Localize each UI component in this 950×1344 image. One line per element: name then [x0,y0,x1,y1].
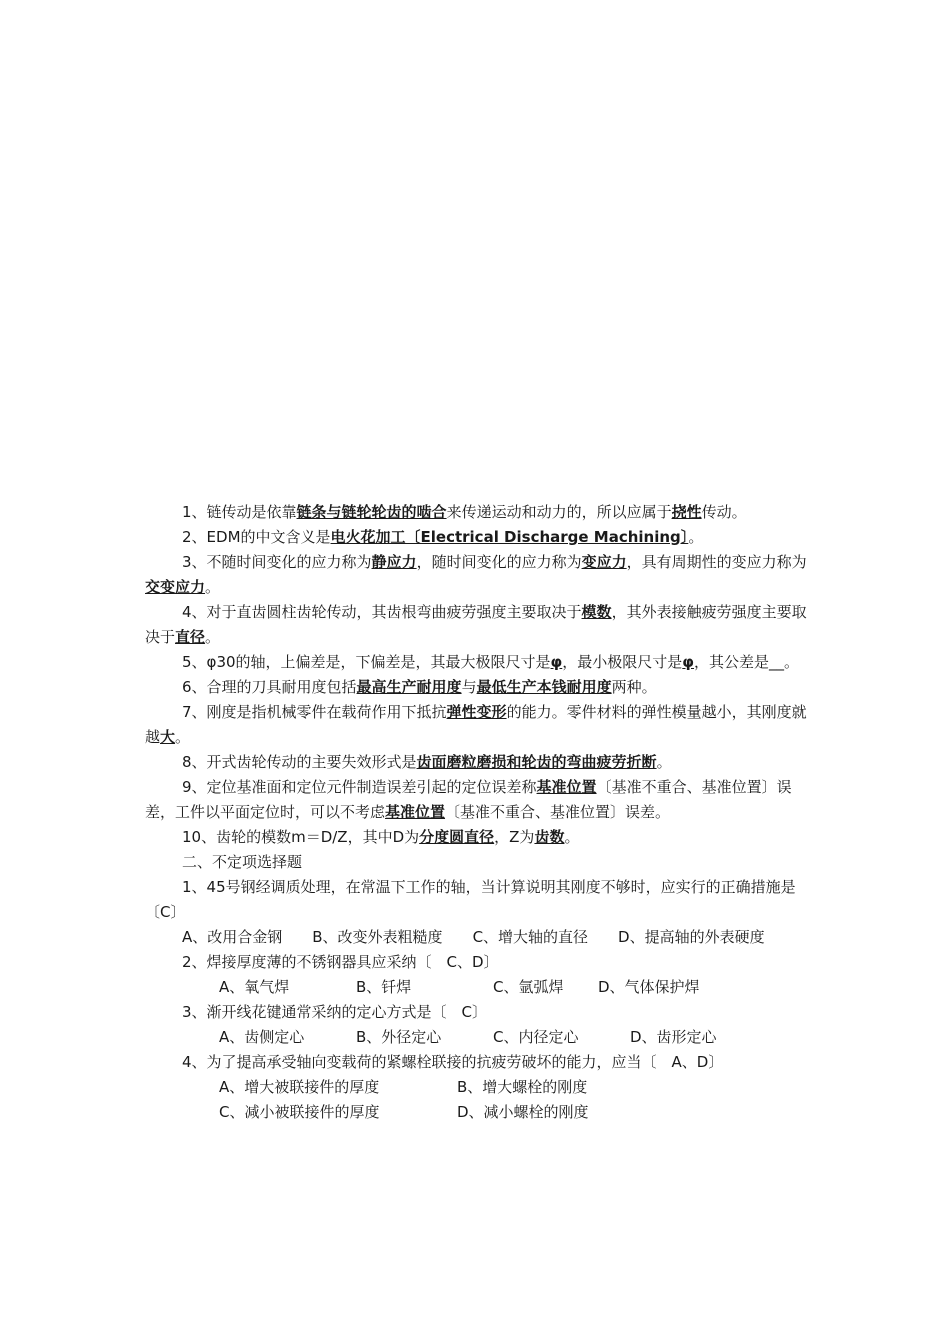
answer-blank: φ [682,653,695,671]
q2-option-c: C、氩弧焊 [493,978,564,996]
question-text: 10、齿轮的模数m＝D/Z，其中D为 [182,828,420,846]
q3-option-a: A、齿侧定心 [219,1028,305,1046]
question-text: 1、链传动是依靠 [182,503,297,521]
question-1-options [145,925,810,950]
question-text: 5、φ30的轴，上偏差是，下偏差是，其最大极限尺寸是 [182,653,551,671]
question-text: ，Z为 [494,828,535,846]
answer-blank: 模数 [581,603,612,621]
document-body [145,500,810,1125]
answer-blank: 基准位置 [385,803,446,821]
question-text: 6、合理的刀具耐用度包括 [182,678,357,696]
question-text: 。 [688,528,704,546]
fill-in-question-8 [145,750,810,775]
question-3-options [145,1025,810,1050]
fill-in-question-6 [145,675,810,700]
answer-blank: 大 [160,728,176,746]
answer-blank: 静应力 [371,553,417,571]
question-text: 9、定位基准面和定位元件制造误差引起的定位误差称 [182,778,537,796]
fill-in-question-9 [145,775,810,825]
answer-blank: 直径 [175,628,206,646]
q1-option-a: A、改用合金钢 [182,928,283,946]
q4-option-d: D、减小螺栓的刚度 [457,1103,589,1121]
q4-option-c: C、减小被联接件的厚度 [219,1103,380,1121]
answer-blank: 分度圆直径 [419,828,495,846]
answer-blank: 齿数 [534,828,565,846]
answer-blank: 变应力 [581,553,627,571]
question-4-options-row-1 [145,1075,810,1100]
answer-blank: 最低生产本钱耐用度 [476,678,612,696]
answer-blank: 电火花加工〔Electrical Discharge Machining〕 [330,528,689,546]
question-text: 两种。 [611,678,657,696]
fill-in-question-7 [145,700,810,750]
q1-option-d: D、提高轴的外表硬度 [618,928,765,946]
q1-option-b: B、改变外表粗糙度 [312,928,443,946]
q2-option-b: B、钎焊 [356,978,412,996]
question-text: 来传递运动和动力的，所以应属于 [446,503,672,521]
question-1-text: 1、45号钢经调质处理，在常温下工作的轴，当计算说明其刚度不够时，应实行的正确措施是〔C〕 [145,878,796,921]
answer-blank: 齿面磨粒磨损和轮齿的弯曲疲劳折断 [416,753,657,771]
question-text: 传动。 [701,503,747,521]
fill-in-question-10 [145,825,810,850]
question-text: ，最小极限尺寸是 [562,653,683,671]
question-text: 4、对于直齿圆柱齿轮传动，其齿根弯曲疲劳强度主要取决于 [182,603,582,621]
q4-option-b: B、增大螺栓的刚度 [457,1078,588,1096]
question-4-options-row-2 [145,1100,810,1125]
question-text: 2、EDM的中文含义是 [182,528,331,546]
question-text: 。 [175,728,191,746]
answer-blank: 最高生产耐用度 [356,678,462,696]
answer-blank: 弹性变形 [446,703,507,721]
question-text: 。 [564,828,580,846]
q3-option-d: D、齿形定心 [630,1028,717,1046]
q1-option-c: C、增大轴的直径 [472,928,589,946]
fill-in-question-3 [145,550,810,600]
question-text: 。 [205,628,221,646]
question-3-text: 3、渐开线花键通常采纳的定心方式是〔 C〕 [182,1003,488,1021]
question-text: 与 [461,678,477,696]
question-2-text: 2、焊接厚度薄的不锈钢器具应采纳〔 C、D〕 [182,953,499,971]
fill-in-questions [145,500,810,850]
fill-in-question-2 [145,525,810,550]
question-4-text: 4、为了提高承受轴向变载荷的紧螺栓联接的抗疲劳破坏的能力，应当〔 A、D〕 [182,1053,724,1071]
question-text: 〔基准不重合、基准位置〕误差。 [445,803,671,821]
question-text: 。 [656,753,672,771]
question-text: ，随时间变化的应力称为 [416,553,582,571]
question-text: ，其公差是__。 [694,653,800,671]
question-text: 〔基准不重合、基准位置〕误差，工件以平面定位时，可以不考虑 [145,778,792,821]
fill-in-question-4 [145,600,810,650]
q4-option-a: A、增大被联接件的厚度 [219,1078,380,1096]
section-2-title: 二、不定项选择题 [182,853,303,871]
question-text: ，具有周期性的变应力称为 [626,553,807,571]
question-text: 。 [205,578,221,596]
question-2-options [145,975,810,1000]
fill-in-question-1 [145,500,810,525]
q2-option-a: A、氧气焊 [219,978,290,996]
answer-blank: 基准位置 [536,778,597,796]
question-text: 3、不随时间变化的应力称为 [182,553,372,571]
answer-blank: 链条与链轮轮齿的啮合 [296,503,447,521]
q3-option-b: B、外径定心 [356,1028,442,1046]
answer-blank: 交变应力 [145,578,206,596]
question-text: 7、刚度是指机械零件在载荷作用下抵抗 [182,703,447,721]
question-text: ，其外表接触疲劳强度主要取决于 [145,603,807,646]
answer-blank: φ [550,653,563,671]
fill-in-question-5 [145,650,810,675]
answer-blank: 挠性 [671,503,702,521]
question-text: 8、开式齿轮传动的主要失效形式是 [182,753,417,771]
q3-option-c: C、内径定心 [493,1028,579,1046]
q2-option-d: D、气体保护焊 [598,978,700,996]
question-text: 的能力。零件材料的弹性模量越小，其刚度就越 [145,703,807,746]
